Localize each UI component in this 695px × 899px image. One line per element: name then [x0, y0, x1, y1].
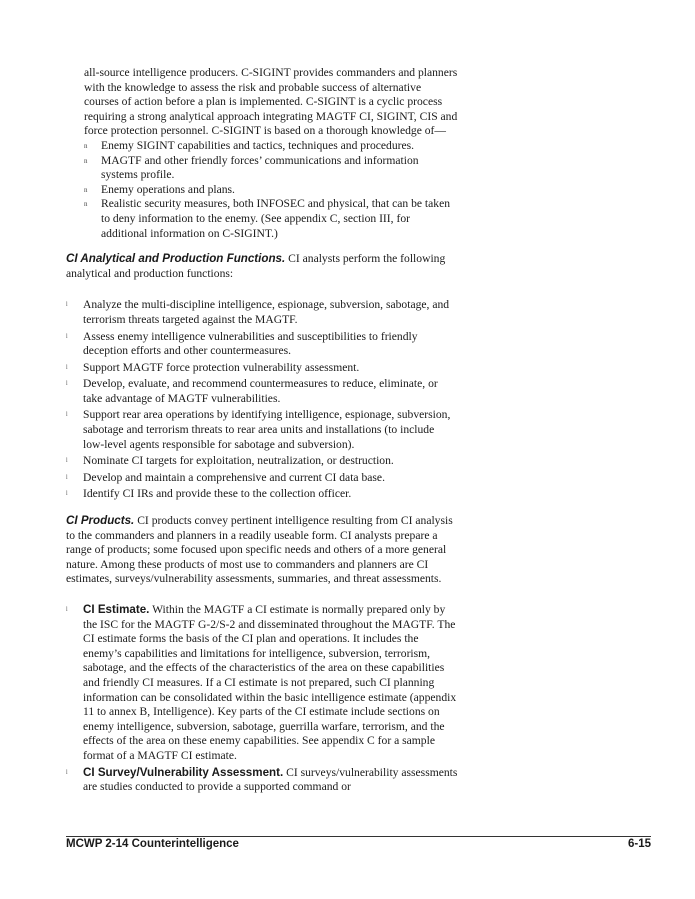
footer-divider [66, 836, 651, 837]
page-content [66, 66, 458, 797]
bullet-icon: l [66, 381, 68, 388]
list-item: l Nominate CI targets for exploitation, neutralization, or destruction. [66, 454, 394, 468]
list-item: n MAGTF and other friendly forces’ communications and information systems profile. [84, 153, 419, 182]
list-item: l CI Survey/Vulnerability Assessment. CI surveys/vulnerability assessments are studies conducted to provide a supported command or [66, 765, 458, 794]
ci-products-list [66, 603, 458, 795]
csigint-knowledge-list [84, 139, 458, 241]
list-item: l Identify CI IRs and provide these to the collection officer. [66, 487, 352, 501]
ci-products-heading: CI Products. [66, 514, 135, 528]
footer-title: MCWP 2-14 Counterintelligence [66, 838, 239, 850]
ci-products-paragraph: CI Products. CI products convey pertinent intelligence resulting from CI analysis to the commanders and planners in a readily useable form. CI analysts prepare a range of products; some focused upon specific needs and others of a more general nature. Among these products of most use to commanders and planners are CI estimates, surveys/vulnerability assessments, summaries, and threat assessments. [66, 514, 453, 586]
square-bullet-icon: n [84, 141, 88, 150]
list-item: n Enemy operations and plans. [84, 182, 235, 196]
page-number: 6-15 [627, 838, 651, 850]
square-bullet-icon: n [84, 156, 88, 165]
bullet-icon: l [66, 302, 68, 309]
analytical-functions-paragraph: CI Analytical and Production Functions. CI analysts perform the following analytical and production functions: [66, 252, 446, 280]
analytical-functions-heading: CI Analytical and Production Functions. [66, 252, 286, 266]
bullet-icon: l [66, 364, 68, 371]
square-bullet-icon: n [84, 200, 88, 209]
bullet-icon: l [66, 769, 68, 776]
list-item: n Enemy SIGINT capabilities and tactics, techniques and procedures. [84, 138, 415, 152]
list-item: l Support MAGTF force protection vulnerability assessment. [66, 360, 360, 374]
bullet-icon: l [66, 491, 68, 498]
bullet-icon: l [66, 474, 68, 481]
square-bullet-icon: n [84, 185, 88, 194]
bullet-icon: l [66, 333, 68, 340]
list-item: l Support rear area operations by identifying intelligence, espionage, subversion, sabotage and terrorism threats to rear area units and installations (to include low-level agents responsible for sabotage and subversion). [66, 408, 451, 451]
ci-survey-heading: CI Survey/Vulnerability Assessment. [83, 765, 284, 779]
list-item: l CI Estimate. Within the MAGTF a CI estimate is normally prepared only by the ISC for the MAGTF G-2/S-2 and disseminated throughout the MAGTF. The CI estimate forms the basis of the CI plan and operations. It includes the enemy’s capabilities and limitations for intelligence, subversion, terrorism, sabotage, and the effects of the characteristics of the area on these capabilities and friendly CI measures. If a CI estimate is not prepared, such CI planning information can be consolidated within the basic intelligence estimate (appendix 11 to annex B, Intelligence). Key parts of the CI estimate include sections on enemy intelligence, subversion, sabotage, guerrilla warfare, terrorism, and the effects of the area on these enemy capabilities. See appendix C for a sample format of a MAGTF CI estimate. [66, 603, 457, 762]
bullet-icon: l [66, 412, 68, 419]
ci-estimate-heading: CI Estimate. [83, 603, 150, 616]
list-item: l Develop, evaluate, and recommend countermeasures to reduce, eliminate, or take advantage of MAGTF vulnerabilities. [66, 377, 438, 405]
analytical-functions-list [66, 298, 458, 502]
bullet-icon: l [66, 607, 68, 613]
intro-paragraph: all-source intelligence producers. C-SIGINT provides commanders and planners with the knowledge to assess the risk and probable success of alternative courses of action before a plan is implemented. C-SIGINT is a cyclic process requiring a strong analytical approach integrating MAGTF CI, SIGINT, CIS and force protection personnel. C-SIGINT is based on a thorough knowledge of— [84, 66, 458, 138]
list-item: l Assess enemy intelligence vulnerabilities and susceptibilities to friendly deception efforts and other countermeasures. [66, 329, 418, 358]
bullet-icon: l [66, 458, 68, 465]
list-item: l Develop and maintain a comprehensive and current CI data base. [66, 470, 385, 484]
list-item: n Realistic security measures, both INFOSEC and physical, that can be taken to deny information to the enemy. (See appendix C, section III, for additional information on C-SIGINT.) [84, 197, 451, 240]
list-item: l Analyze the multi-discipline intelligence, espionage, subversion, sabotage, and terrorism threats targeted against the MAGTF. [66, 298, 450, 326]
